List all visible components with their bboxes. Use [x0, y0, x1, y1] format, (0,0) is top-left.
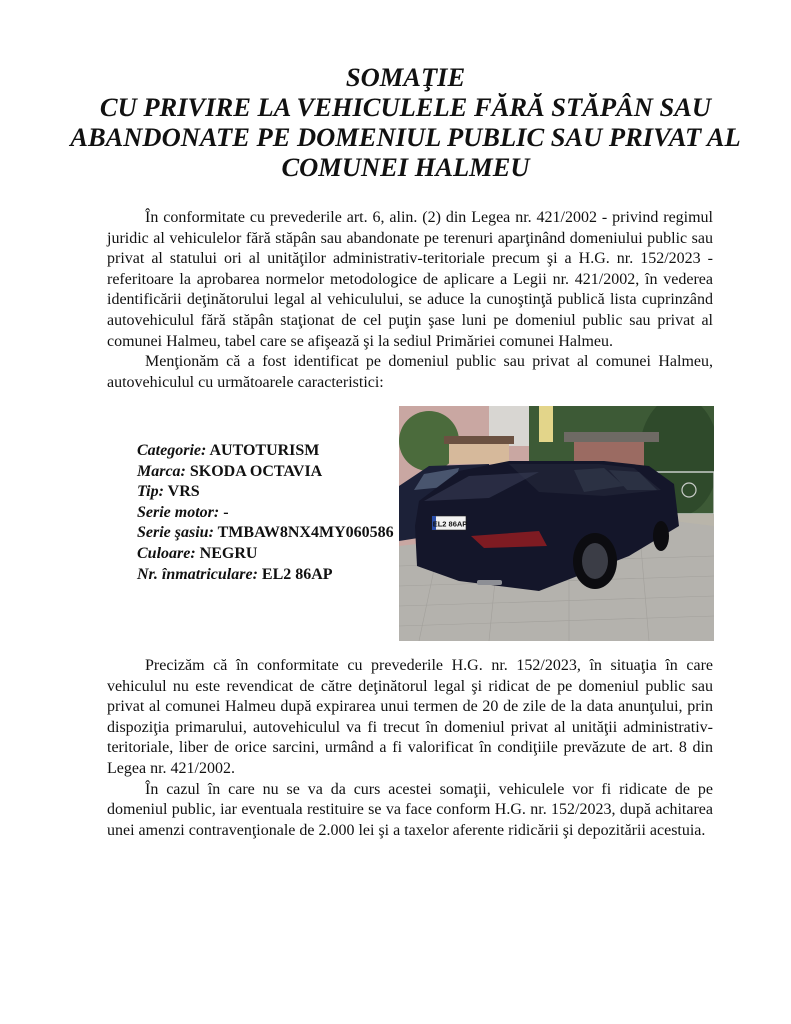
spec-value: SKODA OCTAVIA — [189, 462, 323, 480]
vehicle-specs — [137, 441, 394, 585]
photo-shelter-board — [449, 444, 509, 464]
title-line: CU PRIVIRE LA VEHICULELE FĂRĂ STĂPÂN SAU — [99, 92, 712, 122]
photo-shelter-roof — [444, 436, 514, 444]
spec-label: Categorie: — [137, 442, 207, 459]
spec-row-brand — [137, 462, 394, 483]
spec-row-plate — [137, 565, 394, 586]
vehicle-photo — [399, 406, 714, 641]
spec-value: VRS — [167, 483, 200, 501]
spec-value: EL2 86AP — [261, 565, 333, 583]
closing-section — [107, 656, 713, 841]
title-line: ABANDONATE PE DOMENIUL PUBLIC SAU PRIVAT AL — [70, 122, 741, 152]
spec-row-engine — [137, 503, 394, 524]
closing-paragraph: Precizăm că în conformitate cu prevederile H.G. nr. 152/2023, în situaţia în care vehiculul nu este revendicat de către deţinătorul legal şi ridicat de pe domeniul public sau privat al comunei Halmeu după expirarea unui termen de 20 de zile de la data anunţului, prin dispoziţia primarului, autovehiculul va fi trecut în domeniul privat al unităţii administrativ-teritoriale, liber de orice sarcini, urmând a fi valorificat în condiţiile prevăzute de art. 8 din Legea nr. 421/2002. — [107, 657, 713, 777]
spec-label: Marca: — [137, 462, 186, 480]
spec-value: NEGRU — [199, 544, 258, 562]
title-line: SOMAŢIE — [345, 62, 466, 92]
photo-gate-roof — [564, 432, 659, 442]
closing-paragraph: În cazul în care nu se va da curs acestei somaţii, vehiculele vor fi ridicate de pe domeniul public, iar eventuala restituire se va face conform H.G. nr. 152/2023, după achitarea unei amenzi contravenţionale de 2.000 lei şi a taxelor aferente ridicării şi depozitării acestuia. — [107, 780, 713, 839]
spec-value: AUTOTURISM — [209, 442, 320, 459]
photo-plate-text: EL2 86AP — [432, 519, 468, 529]
spec-row-color — [137, 544, 394, 565]
spec-row-chassis — [137, 523, 394, 544]
spec-value: TMBAW8NX4MY060586 — [217, 524, 394, 542]
intro-paragraph: Menţionăm că a fost identificat pe domeniul public sau privat al comunei Halmeu, autovehiculul cu următoarele caracteristici: — [107, 353, 713, 391]
title-line: COMUNEI HALMEU — [281, 152, 530, 182]
spec-row-type — [137, 482, 394, 503]
spec-label: Nr. înmatriculare: — [137, 565, 258, 583]
spec-value: - — [223, 503, 229, 521]
document-title — [60, 62, 751, 182]
vehicle-photo-illustration — [399, 406, 714, 641]
photo-sign — [539, 406, 553, 442]
spec-label: Serie şasiu: — [137, 524, 214, 542]
spec-label: Culoare: — [137, 544, 196, 562]
spec-row-category — [137, 441, 394, 462]
spec-label: Tip: — [137, 483, 164, 501]
intro-paragraph: În conformitate cu prevederile art. 6, alin. (2) din Legea nr. 421/2002 - privind regimul juridic al vehiculelor fără stăpân sau abandonate pe terenuri aparţinând domeniului public sau privat al statului ori al unităţilor administrativ-teritoriale precum şi a H.G. nr. 152/2023 - referitoare la aprobarea normelor metodologice de aplicare a Legii nr. 421/2002, în vederea identificării deţinătorului legal al vehiculului, se aduce la cunoştinţă publică lista cuprinzând autovehiculul fără stăpân staţionat de cel puţin şase luni pe domeniul public sau privat al comunei Halmeu, tabel care se afişează şi la sediul Primăriei comunei Halmeu. — [107, 209, 713, 350]
spec-label: Serie motor: — [137, 503, 220, 521]
intro-section — [107, 208, 713, 393]
